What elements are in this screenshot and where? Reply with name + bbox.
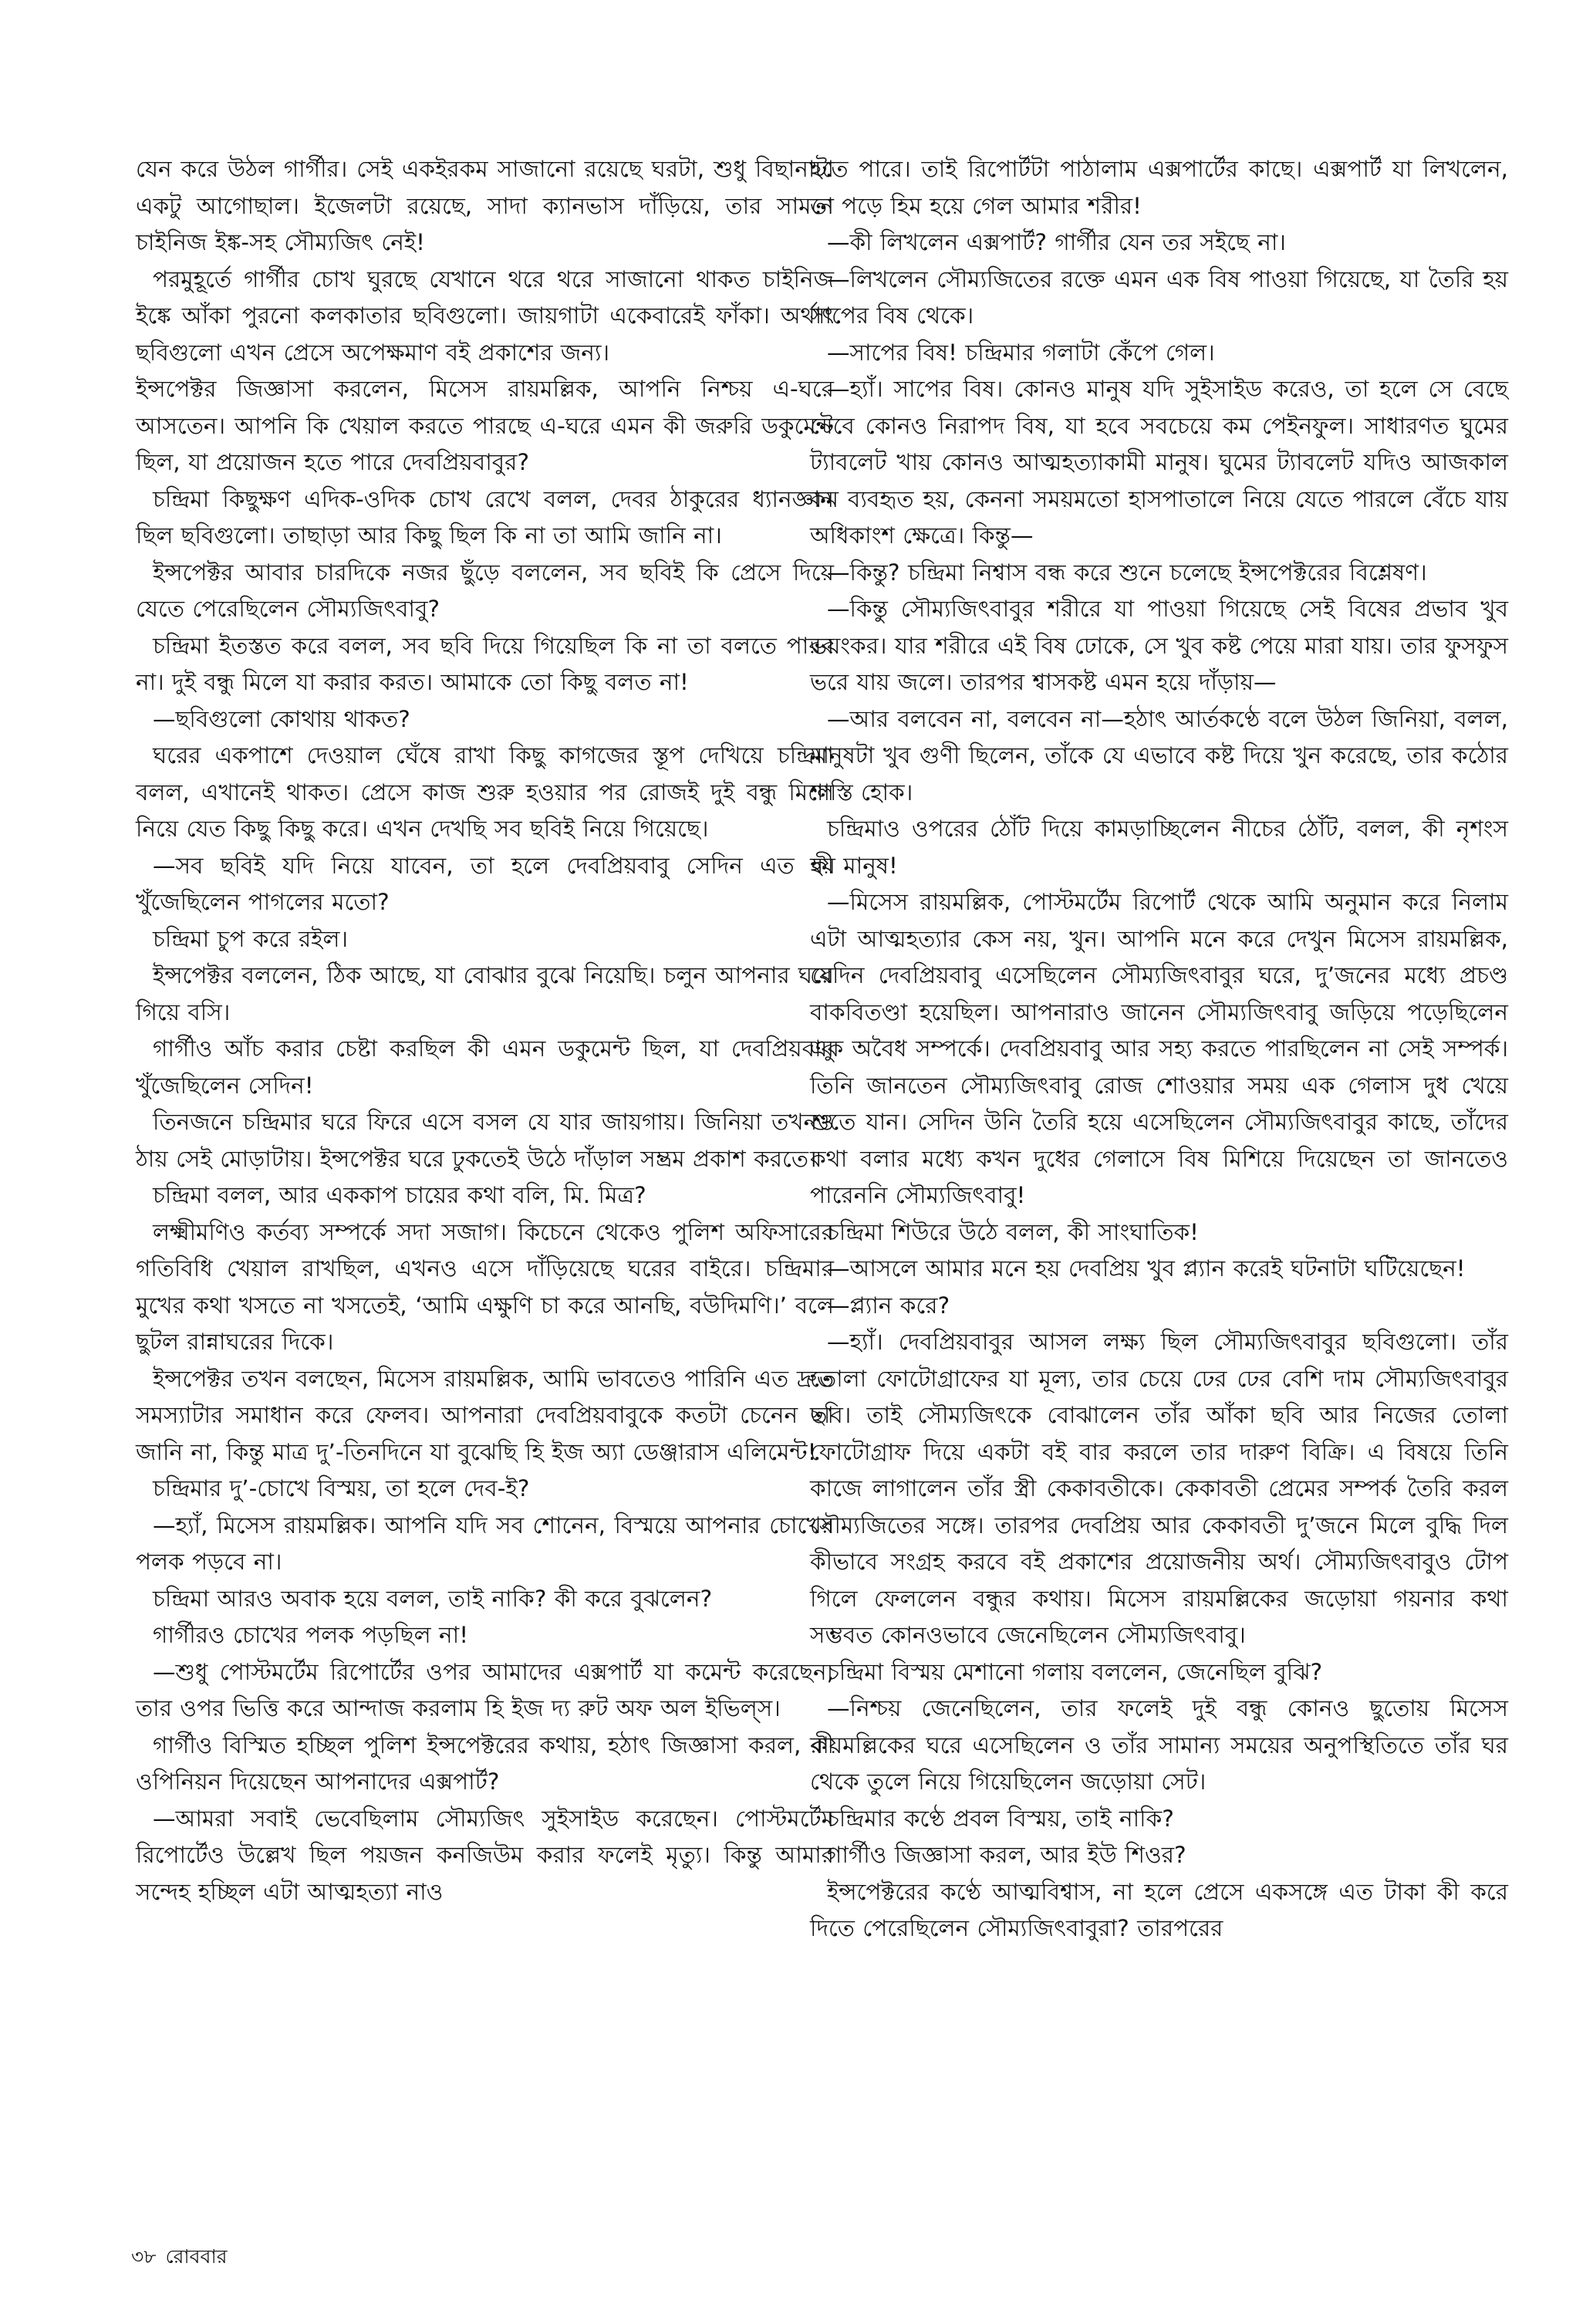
paragraph: —আর বলবেন না, বলবেন না—হঠাৎ আর্তকণ্ঠে বলে উঠল জিনিয়া, বলল, মানুষটা খুব গুণী ছিলেন, তাঁকে যে এভাবে কষ্ট দিয়ে খুন করেছে, তার কঠোর শাস্তি হোক। [810, 705, 1508, 806]
paragraph: চন্দ্রিমা আরও অবাক হয়ে বলল, তাই নাকি? কী করে বুঝলেন? [153, 1585, 713, 1612]
paragraph: —হ্যাঁ। সাপের বিষ। কোনও মানুষ যদি সুইসাইড করেও, তা হলে সে বেছে নেবে কোনও নিরাপদ বিষ, যা হবে সবচেয়ে কম পেইনফুল। সাধারণত ঘুমের ট্যাবলেট খায় কোনও আত্মহত্যাকামী মানুষ। ঘুমের ট্যাবলেট যদিও আজকাল কম ব্যবহৃত হয়, কেননা সময়মতো হাসপাতালে নিয়ে যেতে পারলে বেঁচে যায় অধিকাংশ ক্ষেত্রে। কিন্তু— [810, 376, 1508, 549]
paragraph: হতে পারে। তাই রিপোর্টটা পাঠালাম এক্সপার্টের কাছে। এক্সপার্ট যা লিখলেন, তা পড়ে হিম হয়ে গেল আমার শরীর! [810, 156, 1508, 219]
paragraph: ইন্সপেক্টর আবার চারদিকে নজর ছুঁড়ে বললেন, সব ছবিই কি প্রেসে দিয়ে যেতে পেরেছিলেন সৌম্যজিৎবাবু? [136, 559, 834, 622]
paragraph: —হ্যাঁ, মিসেস রায়মল্লিক। আপনি যদি সব শোনেন, বিস্ময়ে আপনার চোখের পলক পড়বে না। [136, 1512, 834, 1575]
paragraph: ইন্সপেক্টর তখন বলছেন, মিসেস রায়মল্লিক, আমি ভাবতেও পারিনি এত দ্রুত সমস্যাটার সমাধান করে ফেলব। আপনারা দেবপ্রিয়বাবুকে কতটা চেনেন তা জানি না, কিন্তু মাত্র দু’-তিনদিনে যা বুঝেছি হি ইজ অ্যা ডেঞ্জারাস এলিমেন্ট! [136, 1365, 834, 1465]
paragraph: চন্দ্রিমা কিছুক্ষণ এদিক-ওদিক চোখ রেখে বলল, দেবর ঠাকুরের ধ্যানজ্ঞান ছিল ছবিগুলো। তাছাড়া আর কিছু ছিল কি না তা আমি জানি না। [136, 485, 834, 549]
paragraph: গার্গীও আঁচ করার চেষ্টা করছিল কী এমন ডকুমেন্ট ছিল, যা দেবপ্রিয়বাবু খুঁজেছিলেন সেদিন! [136, 1035, 834, 1099]
paragraph: তিনজনে চন্দ্রিমার ঘরে ফিরে এসে বসল যে যার জায়গায়। জিনিয়া তখনও ঠায় সেই মোড়াটায়। ইন্সপেক্টর ঘরে ঢুকতেই উঠে দাঁড়াল সম্ভ্রম প্রকাশ করতে। [136, 1109, 834, 1172]
paragraph: ইন্সপেক্টর জিজ্ঞাসা করলেন, মিসেস রায়মল্লিক, আপনি নিশ্চয় এ-ঘরে আসতেন। আপনি কি খেয়াল করতে পারছে এ-ঘরে এমন কী জরুরি ডকুমেন্ট ছিল, যা প্রয়োজন হতে পারে দেবপ্রিয়বাবুর? [136, 376, 834, 475]
paragraph: —মিসেস রায়মল্লিক, পোস্টমর্টেম রিপোর্ট থেকে আমি অনুমান করে নিলাম এটা আত্মহত্যার কেস নয়, খুন। আপনি মনে করে দেখুন মিসেস রায়মল্লিক, যেদিন দেবপ্রিয়বাবু এসেছিলেন সৌম্যজিৎবাবুর ঘরে, দু’জনের মধ্যে প্রচণ্ড বাকবিতণ্ডা হয়েছিল। আপনারাও জানেন সৌম্যজিৎবাবু জড়িয়ে পড়েছিলেন এক অবৈধ সম্পর্কে। দেবপ্রিয়বাবু আর সহ্য করতে পারছিলেন না সেই সম্পর্ক। তিনি জানতেন সৌম্যজিৎবাবু রোজ শোওয়ার সময় এক গেলাস দুধ খেয়ে শুতে যান। সেদিন উনি তৈরি হয়ে এসেছিলেন সৌম্যজিৎবাবুর কাছে, তাঁদের কথা বলার মধ্যে কখন দুধের গেলাসে বিষ মিশিয়ে দিয়েছেন তা জানতেও পারেননি সৌম্যজিৎবাবু! [810, 889, 1508, 1208]
page-number: ৩৮ [131, 2245, 157, 2268]
page-footer [131, 2245, 227, 2268]
paragraph: —প্ল্যান করে? [827, 1292, 950, 1319]
paragraph: যেন করে উঠল গার্গীর। সেই একইরকম সাজানো রয়েছে ঘরটা, শুধু বিছানাটা একটু আগোছাল। ইজেলটা রয়েছে, সাদা ক্যানভাস দাঁড়িয়ে, তার সামনে চাইনিজ ইঙ্ক-সহ সৌম্যজিৎ নেই! [136, 156, 834, 255]
paragraph: চন্দ্রিমা চুপ করে রইল। [153, 925, 349, 952]
paragraph: চন্দ্রিমা শিউরে উঠে বলল, কী সাংঘাতিক! [827, 1218, 1199, 1245]
paragraph: —কিন্তু? চন্দ্রিমা নিশ্বাস বন্ধ করে শুনে চলেছে ইন্সপেক্টরের বিশ্লেষণ। [827, 559, 1427, 586]
paragraph: পরমুহূর্তে গার্গীর চোখ ঘুরছে যেখানে থরে থরে সাজানো থাকত চাইনিজ ইঙ্কে আঁকা পুরনো কলকাতার ছবিগুলো। জায়গাটা একেবারেই ফাঁকা। অর্থাৎ ছবিগুলো এখন প্রেসে অপেক্ষমাণ বই প্রকাশের জন্য। [136, 265, 834, 366]
paragraph: গার্গীও জিজ্ঞাসা করল, আর ইউ শিওর? [827, 1842, 1186, 1868]
paragraph: চন্দ্রিমাও ওপরের ঠোঁট দিয়ে কামড়াচ্ছিলেন নীচের ঠোঁট, বলল, কী নৃশংস হয় মানুষ! [810, 816, 1508, 879]
left-text-column [136, 151, 834, 1910]
paragraph: —আমরা সবাই ভেবেছিলাম সৌম্যজিৎ সুইসাইড করেছেন। পোস্টমর্টেম রিপোর্টেও উল্লেখ ছিল পয়জন কনজিউম করার ফলেই মৃত্যু। কিন্তু আমার সন্দেহ হচ্ছিল এটা আত্মহত্যা নাও [136, 1805, 834, 1905]
paragraph: গার্গীও বিস্মিত হচ্ছিল পুলিশ ইন্সপেক্টরের কথায়, হঠাৎ জিজ্ঞাসা করল, কী ওপিনিয়ন দিয়েছেন আপনাদের এক্সপার্ট? [136, 1731, 834, 1795]
paragraph: ঘরের একপাশে দেওয়াল ঘেঁষে রাখা কিছু কাগজের স্তূপ দেখিয়ে চন্দ্রিমা বলল, এখানেই থাকত। প্রেসে কাজ শুরু হওয়ার পর রোজই দুই বন্ধু মিলে নিয়ে যেত কিছু কিছু করে। এখন দেখছি সব ছবিই নিয়ে গিয়েছে। [136, 742, 834, 842]
paragraph: —কী লিখলেন এক্সপার্ট? গার্গীর যেন তর সইছে না। [827, 229, 1286, 255]
paragraph: —আসলে আমার মনে হয় দেবপ্রিয় খুব প্ল্যান করেই ঘটনাটা ঘটিয়েছেন! [827, 1255, 1466, 1282]
paragraph: ইন্সপেক্টর বললেন, ঠিক আছে, যা বোঝার বুঝে নিয়েছি। চলুন আপনার ঘরে গিয়ে বসি। [136, 962, 834, 1025]
magazine-name: রোববার [165, 2245, 228, 2268]
paragraph: —শুধু পোস্টমর্টেম রিপোর্টের ওপর আমাদের এক্সপার্ট যা কমেন্ট করেছেন, তার ওপর ভিত্তি করে আন্দাজ করলাম হি ইজ দ্য রুট অফ অল ইভিল্স। [136, 1658, 834, 1721]
paragraph: —লিখলেন সৌম্যজিতের রক্তে এমন এক বিষ পাওয়া গিয়েছে, যা তৈরি হয় সাপের বিষ থেকে। [810, 265, 1508, 329]
paragraph: —ছবিগুলো কোথায় থাকত? [153, 705, 410, 732]
paragraph: চন্দ্রিমার দু’-চোখে বিস্ময়, তা হলে দেব-ই? [153, 1475, 530, 1501]
paragraph: চন্দ্রিমার কণ্ঠে প্রবল বিস্ময়, তাই নাকি? [827, 1805, 1174, 1832]
paragraph: লক্ষ্মীমণিও কর্তব্য সম্পর্কে সদা সজাগ। কিচেনে থেকেও পুলিশ অফিসারের গতিবিধি খেয়াল রাখছিল, এখনও এসে দাঁড়িয়েছে ঘরের বাইরে। চন্দ্রিমার মুখের কথা খসতে না খসতেই, ‘আমি এক্ষুণি চা করে আনছি, বউদিমণি।’ বলে ছুটল রান্নাঘরের দিকে। [136, 1218, 834, 1355]
paragraph: চন্দ্রিমা ইতস্তত করে বলল, সব ছবি দিয়ে গিয়েছিল কি না তা বলতে পারব না। দুই বন্ধু মিলে যা করার করত। আমাকে তো কিছু বলত না! [136, 632, 834, 695]
paragraph: —সব ছবিই যদি নিয়ে যাবেন, তা হলে দেবপ্রিয়বাবু সেদিন এত কী খুঁজেছিলেন পাগলের মতো? [136, 852, 834, 915]
paragraph: —সাপের বিষ! চন্দ্রিমার গলাটা কেঁপে গেল। [827, 339, 1215, 366]
paragraph: —হ্যাঁ। দেবপ্রিয়বাবুর আসল লক্ষ্য ছিল সৌম্যজিৎবাবুর ছবিগুলো। তাঁর তোলা ফোটোগ্রাফের যা মূল্য, তার চেয়ে ঢের ঢের বেশি দাম সৌম্যজিৎবাবুর ছবি। তাই সৌম্যজিৎকে বোঝালেন তাঁর আঁকা ছবি আর নিজের তোলা ফোটোগ্রাফ দিয়ে একটা বই বার করলে তার দারুণ বিক্রি। এ বিষয়ে তিনি কাজে লাগালেন তাঁর স্ত্রী কেকাবতীকে। কেকাবতী প্রেমের সম্পর্ক তৈরি করল সৌম্যজিতের সঙ্গে। তারপর দেবপ্রিয় আর কেকাবতী দু’জনে মিলে বুদ্ধি দিল কীভাবে সংগ্রহ করবে বই প্রকাশের প্রয়োজনীয় অর্থ। সৌম্যজিৎবাবুও টোপ গিলে ফেললেন বন্ধুর কথায়। মিসেস রায়মল্লিকের জড়োয়া গয়নার কথা সম্ভবত কোনওভাবে জেনেছিলেন সৌম্যজিৎবাবু। [810, 1329, 1508, 1648]
paragraph: —কিন্তু সৌম্যজিৎবাবুর শরীরে যা পাওয়া গিয়েছে সেই বিষের প্রভাব খুব ভয়ংকর। যার শরীরে এই বিষ ঢোকে, সে খুব কষ্ট পেয়ে মারা যায়। তার ফুসফুস ভরে যায় জলে। তারপর শ্বাসকষ্ট এমন হয়ে দাঁড়ায়— [810, 596, 1508, 695]
paragraph: চন্দ্রিমা বলল, আর এককাপ চায়ের কথা বলি, মি. মিত্র? [153, 1182, 646, 1208]
paragraph: ইন্সপেক্টরের কণ্ঠে আত্মবিশ্বাস, না হলে প্রেসে একসঙ্গে এত টাকা কী করে দিতে পেরেছিলেন সৌম্যজিৎবাবুরা? তারপরের [810, 1878, 1508, 1941]
paragraph: গার্গীরও চোখের পলক পড়ছিল না! [153, 1622, 469, 1648]
paragraph: —নিশ্চয় জেনেছিলেন, তার ফলেই দুই বন্ধু কোনও ছুতোয় মিসেস রায়মল্লিকের ঘরে এসেছিলেন ও তাঁর সামান্য সময়ের অনুপস্থিতিতে তাঁর ঘর থেকে তুলে নিয়ে গিয়েছিলেন জড়োয়া সেট। [810, 1695, 1508, 1795]
paragraph: চন্দ্রিমা বিস্ময় মেশানো গলায় বললেন, জেনেছিল বুঝি? [827, 1658, 1323, 1685]
right-text-column [810, 151, 1508, 1947]
